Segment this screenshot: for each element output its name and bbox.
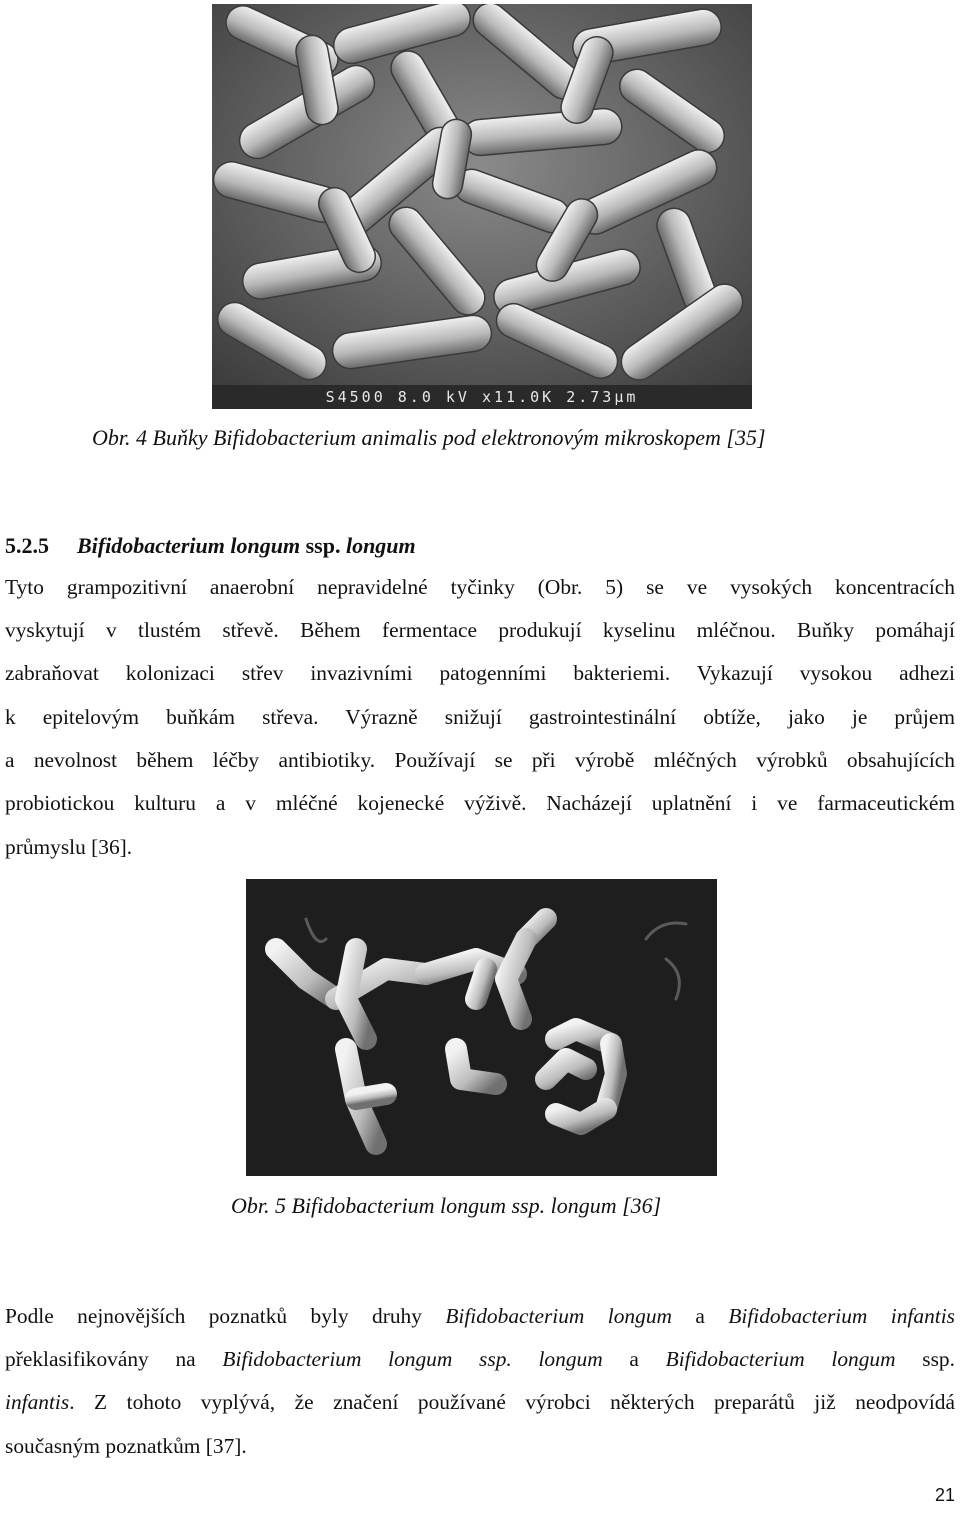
sem-image-bifidobacterium-longum [246, 879, 717, 1176]
species-name: Bifidobacterium longum [665, 1347, 896, 1371]
paragraph-line: Tyto grampozitivní anaerobní nepravidelné tyčinky (Obr. 5) se ve vysokých koncentracích [5, 575, 955, 599]
species-name: Bifidobacterium longum [445, 1304, 672, 1328]
section-number: 5.2.5 [5, 533, 49, 558]
paragraph-line: průmyslu [36]. [5, 835, 133, 859]
paragraph-line: zabraňovat kolonizaci střev invazivními patogenními bakteriemi. Vykazují vysokou adhezi [5, 661, 955, 685]
sem-image-rods [212, 4, 752, 409]
paragraph-line: probiotickou kulturu a v mléčné kojenecké výživě. Nacházejí uplatnění i ve farmaceutickém [5, 791, 955, 815]
sem-scale-label: S4500 8.0 kV x11.0K 2.73μm [212, 385, 752, 409]
paragraph-line [5, 1304, 955, 1329]
species-name: Bifidobacterium longum ssp. longum [222, 1347, 603, 1371]
species-name: Bifidobacterium infantis [728, 1304, 955, 1328]
paragraph-line [5, 1347, 955, 1372]
species-name: infantis [5, 1390, 70, 1414]
sem-image-bifidobacterium-animalis [212, 4, 752, 409]
section-title-species: Bifidobacterium longum [77, 533, 301, 558]
figure-4-caption: Obr. 4 Buňky Bifidobacterium animalis pod elektronovým mikroskopem [35] [92, 425, 766, 450]
text-run: překlasifikovány na [5, 1347, 223, 1371]
text-run: a [602, 1347, 666, 1371]
paragraph-line: a nevolnost během léčby antibiotiky. Používají se při výrobě mléčných výrobků obsahujících [5, 748, 955, 772]
text-run: Podle nejnovějších poznatků byly druhy [5, 1304, 446, 1328]
section-heading [5, 533, 416, 559]
section-title-subspecies: longum [345, 533, 416, 558]
section-title-ssp: ssp. [300, 533, 346, 558]
text-run: ssp. [895, 1347, 955, 1371]
sem-image-branched-rods [246, 879, 717, 1176]
paragraph-line: současným poznatkům [37]. [5, 1434, 247, 1458]
paragraph-line: k epitelovým buňkám střeva. Výrazně snižují gastrointestinální obtíže, jako je průjem [5, 705, 955, 729]
figure-5-caption: Obr. 5 Bifidobacterium longum ssp. longum [36] [231, 1193, 662, 1218]
page-number: 21 [935, 1485, 956, 1505]
text-run: . Z tohoto vyplývá, že značení používané výrobci některých preparátů již neodpovídá [69, 1390, 955, 1414]
paragraph-line: vyskytují v tlustém střevě. Během fermentace produkují kyselinu mléčnou. Buňky pomáhají [5, 618, 955, 642]
paragraph-line [5, 1390, 955, 1415]
text-run: a [671, 1304, 729, 1328]
